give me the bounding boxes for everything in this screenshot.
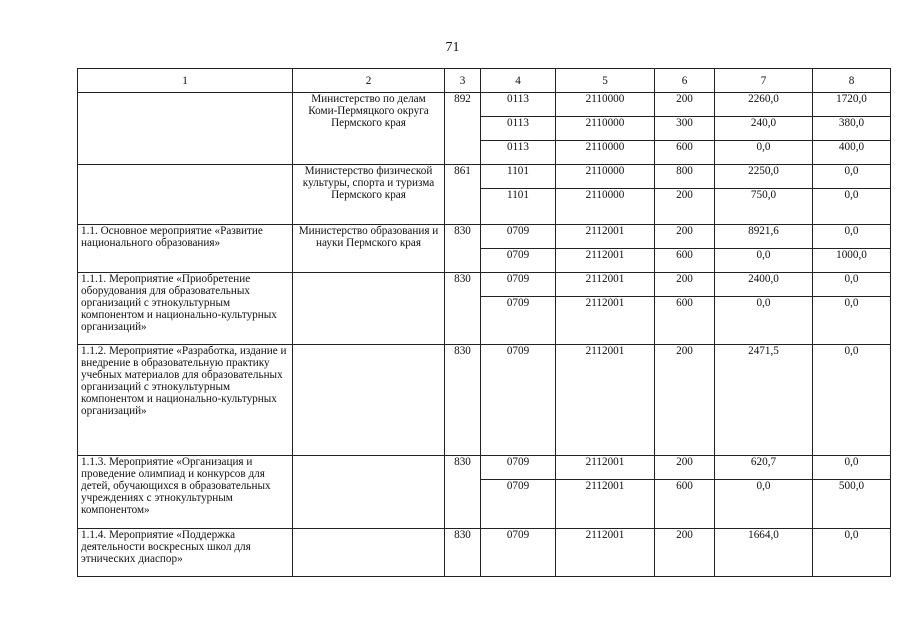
amount-column-7: 2400,0 [715,273,813,297]
measure-description: 1.1.2. Мероприятие «Разработка, издание и внедрение в образовательную практику учебных материалов для образовательных организаций с этнокультурным компонентом и национально-культурных организаций» [78,345,293,456]
amount-column-7: 1664,0 [715,529,813,577]
amount-column-8: 500,0 [813,480,891,529]
target-code: 2112001 [556,249,655,273]
measure-description [78,165,293,225]
header-row [78,69,891,93]
organization-name [293,345,445,456]
expense-type: 800 [655,165,715,189]
target-code: 2110000 [556,189,655,225]
section-code: 0709 [481,249,556,273]
target-code: 2112001 [556,529,655,577]
amount-column-7: 0,0 [715,249,813,273]
ministry-code: 830 [445,225,481,273]
expense-type: 600 [655,141,715,165]
amount-column-8: 1000,0 [813,249,891,273]
organization-name: Министерство образования и науки Пермского края [293,225,445,273]
amount-column-8: 0,0 [813,456,891,480]
section-code: 0709 [481,225,556,249]
expense-type: 200 [655,529,715,577]
expense-type: 200 [655,273,715,297]
section-code: 0709 [481,273,556,297]
amount-column-8: 0,0 [813,345,891,456]
target-code: 2112001 [556,480,655,529]
table-row [78,529,891,577]
header-cell: 4 [481,69,556,93]
section-code: 0709 [481,297,556,345]
target-code: 2112001 [556,345,655,456]
organization-name: Министерство физической культуры, спорта и туризма Пермского края [293,165,445,225]
header-cell: 3 [445,69,481,93]
target-code: 2112001 [556,273,655,297]
ministry-code: 830 [445,529,481,577]
target-code: 2110000 [556,93,655,117]
section-code: 0709 [481,480,556,529]
amount-column-7: 240,0 [715,117,813,141]
organization-name [293,273,445,345]
ministry-code: 861 [445,165,481,225]
expense-type: 200 [655,225,715,249]
amount-column-8: 0,0 [813,189,891,225]
target-code: 2112001 [556,456,655,480]
measure-description: 1.1. Основное мероприятие «Развитие национального образования» [78,225,293,273]
measure-description: 1.1.3. Мероприятие «Организация и проведение олимпиад и конкурсов для детей, обучающихся в образовательных учреждениях с этнокультурным компонентом» [78,456,293,529]
header-cell: 5 [556,69,655,93]
amount-column-7: 0,0 [715,297,813,345]
target-code: 2112001 [556,225,655,249]
expense-type: 200 [655,189,715,225]
page-number: 71 [445,40,460,55]
target-code: 2110000 [556,141,655,165]
table-row [78,165,891,189]
table-row [78,225,891,249]
header-cell: 7 [715,69,813,93]
amount-column-8: 0,0 [813,225,891,249]
amount-column-7: 0,0 [715,480,813,529]
ministry-code: 830 [445,456,481,529]
amount-column-7: 2250,0 [715,165,813,189]
section-code: 0709 [481,529,556,577]
table-row [78,345,891,456]
section-code: 0113 [481,117,556,141]
measure-description: 1.1.1. Мероприятие «Приобретение оборудования для образовательных организаций с этнокультурным компонентом и национально-культурных организаций» [78,273,293,345]
target-code: 2110000 [556,117,655,141]
section-code: 1101 [481,165,556,189]
amount-column-8: 0,0 [813,273,891,297]
header-cell: 6 [655,69,715,93]
section-code: 0709 [481,456,556,480]
section-code: 1101 [481,189,556,225]
ministry-code: 830 [445,273,481,345]
amount-column-8: 0,0 [813,297,891,345]
amount-column-7: 620,7 [715,456,813,480]
organization-name [293,529,445,577]
header-cell: 1 [78,69,293,93]
amount-column-7: 2471,5 [715,345,813,456]
section-code: 0113 [481,141,556,165]
measure-description: 1.1.4. Мероприятие «Поддержка деятельности воскресных школ для этнических диаспор» [78,529,293,577]
amount-column-7: 8921,6 [715,225,813,249]
header-cell: 2 [293,69,445,93]
header-cell: 8 [813,69,891,93]
organization-name [293,456,445,529]
amount-column-8: 0,0 [813,529,891,577]
section-code: 0709 [481,345,556,456]
amount-column-7: 750,0 [715,189,813,225]
ministry-code: 830 [445,345,481,456]
expense-type: 200 [655,93,715,117]
amount-column-8: 380,0 [813,117,891,141]
ministry-code: 892 [445,93,481,165]
table-row [78,93,891,117]
amount-column-7: 0,0 [715,141,813,165]
table-row [78,273,891,297]
expense-type: 200 [655,456,715,480]
target-code: 2112001 [556,297,655,345]
amount-column-7: 2260,0 [715,93,813,117]
budget-table [77,68,891,577]
expense-type: 300 [655,117,715,141]
amount-column-8: 0,0 [813,165,891,189]
amount-column-8: 400,0 [813,141,891,165]
expense-type: 200 [655,345,715,456]
expense-type: 600 [655,297,715,345]
amount-column-8: 1720,0 [813,93,891,117]
target-code: 2110000 [556,165,655,189]
measure-description [78,93,293,165]
expense-type: 600 [655,480,715,529]
expense-type: 600 [655,249,715,273]
table-row [78,456,891,480]
organization-name: Министерство по делам Коми-Пермяцкого округа Пермского края [293,93,445,165]
section-code: 0113 [481,93,556,117]
